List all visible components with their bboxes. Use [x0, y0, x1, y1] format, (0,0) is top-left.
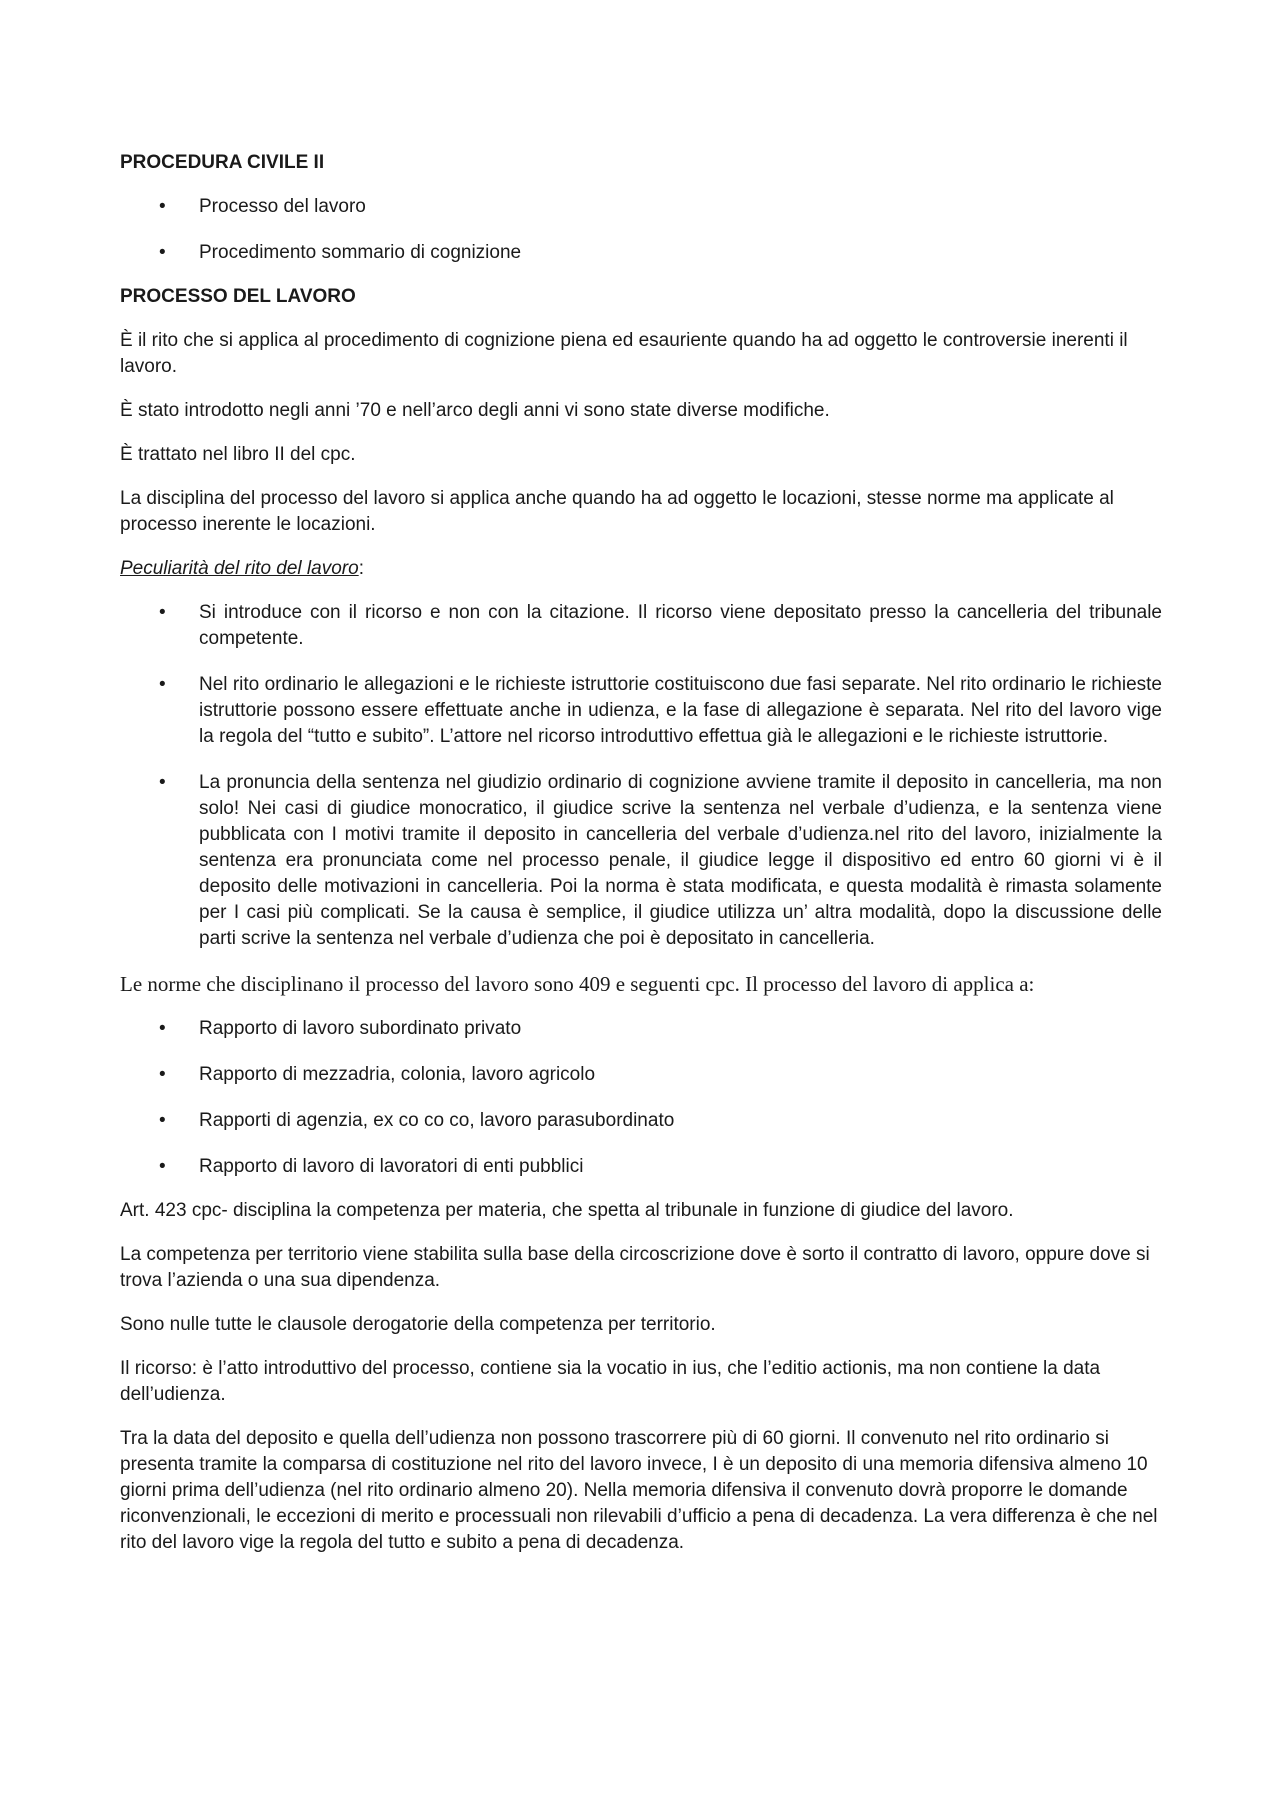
bullet-icon: •	[159, 602, 166, 623]
paragraph: Il ricorso: è l’atto introduttivo del processo, contiene sia la vocatio in ius, che l’editio actionis, ma non contiene la data dell’udienza.	[120, 1358, 1101, 1405]
paragraph: Art. 423 cpc- disciplina la competenza per materia, che spetta al tribunale in funzione di giudice del lavoro.	[120, 1200, 1014, 1221]
norms-paragraph: Le norme che disciplinano il processo del lavoro sono 409 e seguenti cpc. Il processo del lavoro di applica a:	[120, 972, 1035, 996]
list-item: • La pronuncia della sentenza nel giudizio ordinario di cognizione avviene tramite il deposito in cancelleria, ma non solo! Nei casi di giudice monocratico, il giudice scrive la sentenza nel verbale d’udienza, e la sentenza viene pubblicata con I motivi tramite il deposito in cancelleria del verbale d’udienza.nel rito del lavoro, inizialmente la sentenza era pronunciata come nel processo penale, il giudice legge il dispositivo ed entro 60 giorni vi è il deposito delle motivazioni in cancelleria. Poi la norma è stata modificata, e questa modalità è rimasta solamente per I casi più complicati. Se la causa è semplice, il giudice utilizza un’ altra modalità, dopo la discussione delle parti scrive la sentenza nel verbale d’udienza che poi è depositato in cancelleria.	[159, 772, 1162, 949]
paragraph: Tra la data del deposito e quella dell’udienza non possono trascorrere più di 60 giorni. Il convenuto nel rito ordinario si presenta tramite la comparsa di costituzione nel rito del lavoro invece, I è un deposito di una memoria difensiva almeno 10 giorni prima dell’udienza (nel rito ordinario almeno 20). Nella memoria difensiva il convenuto dovrà proporre le domande riconvenzionali, le eccezioni di merito e processuali non rilevabili d’ufficio a pena di decadenza. La vera differenza è che nel rito del lavoro vige la regola del tutto e subito a pena di decadenza.	[120, 1428, 1158, 1553]
document-body	[120, 150, 1162, 1574]
toc-list	[120, 194, 1162, 266]
bullet-icon: •	[159, 1018, 166, 1039]
list-item: • Nel rito ordinario le allegazioni e le richieste istruttorie costituiscono due fasi separate. Nel rito ordinario le richieste istruttorie possono essere effettuate anche in udienza, e la fase di allegazione è separata. Nel rito del lavoro vige la regola del “tutto e subito”. L’attore nel ricorso introduttivo effettua già le allegazioni e le richieste istruttorie.	[159, 674, 1162, 747]
section-heading: PROCESSO DEL LAVORO	[120, 286, 356, 307]
toc-item: • Processo del lavoro	[120, 194, 1162, 220]
bullet-icon: •	[159, 772, 166, 793]
bullet-icon: •	[159, 242, 166, 263]
list-item: • Rapporto di lavoro di lavoratori di enti pubblici	[120, 1154, 1162, 1180]
peculiarities-label: Peculiarità del rito del lavoro:	[120, 558, 364, 579]
list-item: • Rapporto di lavoro subordinato privato	[120, 1016, 1162, 1042]
paragraph: È il rito che si applica al procedimento di cognizione piena ed esauriente quando ha ad oggetto le controversie inerenti il lavoro.	[120, 330, 1128, 377]
paragraph: La disciplina del processo del lavoro si applica anche quando ha ad oggetto le locazioni, stesse norme ma applicate al processo inerente le locazioni.	[120, 488, 1114, 535]
list-item: • Rapporti di agenzia, ex co co co, lavoro parasubordinato	[120, 1108, 1162, 1134]
toc-item: • Procedimento sommario di cognizione	[120, 240, 1162, 266]
bullet-icon: •	[159, 196, 166, 217]
bullet-icon: •	[159, 1156, 166, 1177]
bullet-icon: •	[159, 1064, 166, 1085]
list-item: • Si introduce con il ricorso e non con la citazione. Il ricorso viene depositato presso la cancelleria del tribunale competente.	[159, 602, 1162, 649]
peculiarities-list	[120, 600, 1162, 952]
paragraph: Sono nulle tutte le clausole derogatorie della competenza per territorio.	[120, 1314, 716, 1335]
applies-to-list	[120, 1016, 1162, 1180]
bullet-icon: •	[159, 674, 166, 695]
paragraph: La competenza per territorio viene stabilita sulla base della circoscrizione dove è sorto il contratto di lavoro, oppure dove si trova l’azienda o una sua dipendenza.	[120, 1244, 1150, 1291]
document-title: PROCEDURA CIVILE II	[120, 152, 325, 173]
paragraph: È stato introdotto negli anni ’70 e nell’arco degli anni vi sono state diverse modifiche.	[120, 400, 830, 421]
list-item: • Rapporto di mezzadria, colonia, lavoro agricolo	[120, 1062, 1162, 1088]
bullet-icon: •	[159, 1110, 166, 1131]
paragraph: È trattato nel libro II del cpc.	[120, 444, 356, 465]
